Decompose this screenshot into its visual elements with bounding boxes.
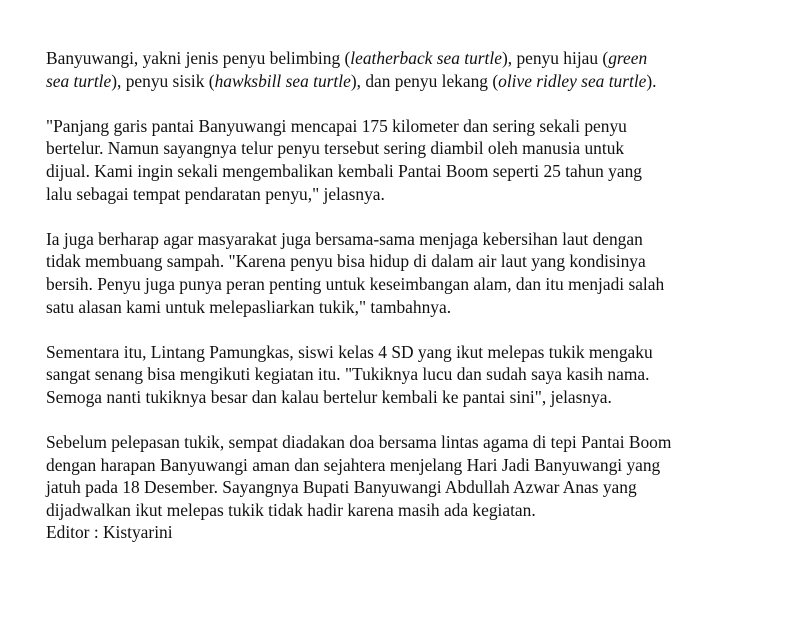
text-line: dengan harapan Banyuwangi aman dan sejahtera menjelang Hari Jadi Banyuwangi yang bbox=[46, 454, 661, 475]
text-line bbox=[46, 70, 786, 93]
italic-term: hawksbill sea turtle bbox=[214, 70, 351, 91]
paragraph-turtle-species bbox=[46, 47, 786, 92]
text-line: jatuh pada 18 Desember. Sayangnya Bupati Banyuwangi Abdullah Azwar Anas yang bbox=[46, 477, 637, 498]
text-segment: ). bbox=[646, 70, 657, 91]
text-line: satu alasan kami untuk melepasliarkan tukik," tambahnya. bbox=[46, 296, 452, 317]
paragraph-prayer-event bbox=[46, 431, 786, 544]
text-line: Sebelum pelepasan tukik, sempat diadakan doa bersama lintas agama di tepi Pantai Boom bbox=[46, 432, 672, 453]
paragraph-coastline-quote bbox=[46, 115, 786, 205]
text-line: dijual. Kami ingin sekali mengembalikan kembali Pantai Boom seperti 25 tahun yang bbox=[46, 160, 642, 181]
article-body bbox=[46, 47, 786, 544]
text-segment: ), penyu sisik ( bbox=[111, 70, 215, 91]
text-line: sangat senang bisa mengikuti kegiatan itu. "Tukiknya lucu dan sudah saya kasih nama. bbox=[46, 364, 650, 385]
text-segment: Banyuwangi, yakni jenis penyu belimbing ( bbox=[46, 48, 351, 68]
text-line bbox=[46, 47, 786, 70]
text-line: bersih. Penyu juga punya peran penting untuk keseimbangan alam, dan itu menjadi salah bbox=[46, 273, 665, 294]
text-segment: ), dan penyu lekang ( bbox=[350, 70, 499, 91]
text-line: "Panjang garis pantai Banyuwangi mencapai 175 kilometer dan sering sekali penyu bbox=[46, 115, 627, 136]
text-line: Semoga nanti tukiknya besar dan kalau bertelur kembali ke pantai sini", jelasnya. bbox=[46, 386, 612, 407]
italic-term: green bbox=[608, 48, 648, 68]
paragraph-student-quote bbox=[46, 341, 786, 409]
text-line: Ia juga berharap agar masyarakat juga bersama-sama menjaga kebersihan laut dengan bbox=[46, 228, 643, 249]
text-line: tidak membuang sampah. "Karena penyu bisa hidup di dalam air laut yang kondisinya bbox=[46, 251, 646, 272]
italic-term: olive ridley sea turtle bbox=[498, 70, 647, 91]
editor-credit: Editor : Kistyarini bbox=[46, 522, 173, 543]
italic-term: leatherback sea turtle bbox=[350, 48, 502, 68]
text-line: dijadwalkan ikut melepas tukik tidak hadir karena masih ada kegiatan. bbox=[46, 499, 536, 520]
text-line: bertelur. Namun sayangnya telur penyu tersebut sering diambil oleh manusia untuk bbox=[46, 138, 625, 159]
text-segment: ), penyu hijau ( bbox=[501, 48, 609, 68]
text-line: lalu sebagai tempat pendaratan penyu," jelasnya. bbox=[46, 183, 385, 204]
italic-term: sea turtle bbox=[46, 70, 112, 91]
text-line: Sementara itu, Lintang Pamungkas, siswi kelas 4 SD yang ikut melepas tukik mengaku bbox=[46, 341, 653, 362]
paragraph-cleanliness bbox=[46, 228, 786, 318]
